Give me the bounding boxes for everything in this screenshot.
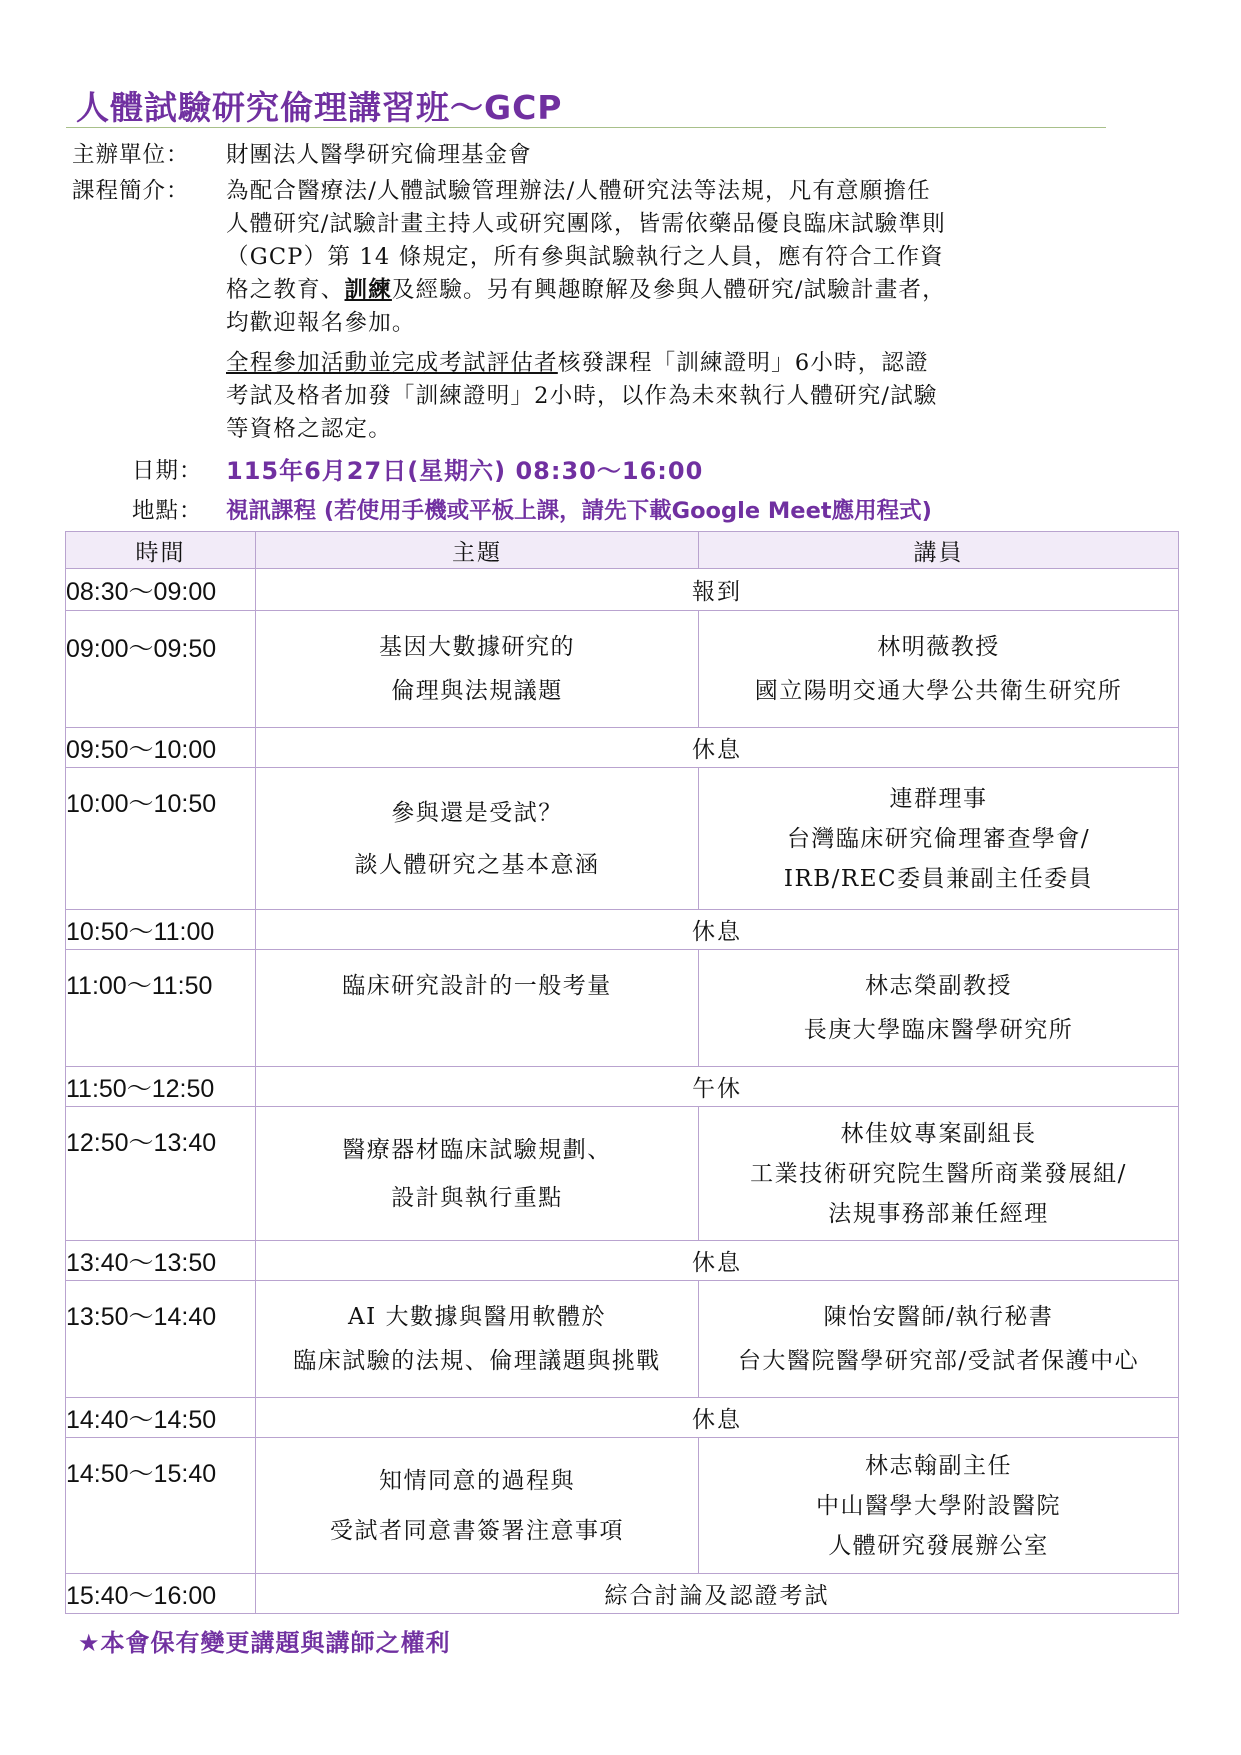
header-speaker: 講員	[699, 532, 1179, 569]
speaker-line: 林明薇教授	[877, 634, 1000, 660]
footnote: ★本會保有變更講題與講師之權利	[78, 1629, 451, 1657]
topic-line: 參與還是受試？	[391, 799, 563, 826]
time-cell: 13:50～14:40	[66, 1281, 256, 1398]
intro-text: 格之教育、	[226, 277, 345, 303]
schedule-table	[65, 531, 1179, 1614]
page-title: 人體試驗研究倫理講習班～GCP	[76, 88, 563, 127]
organizer-label: 主辦單位：	[72, 142, 190, 168]
table-row	[66, 1398, 1179, 1438]
intro-underlined: 全程參加活動並完成考試評估者	[226, 350, 558, 376]
intro-line: 均歡迎報名參加。	[226, 310, 416, 336]
speaker-line: 工業技術研究院生醫所商業發展組/	[750, 1160, 1127, 1187]
topic-cell	[256, 1281, 699, 1398]
speaker-line: 長庚大學臨床醫學研究所	[803, 1017, 1074, 1043]
intro-line: 等資格之認定。	[226, 416, 392, 442]
table-row	[66, 1438, 1179, 1574]
table-row	[66, 768, 1179, 910]
speaker-cell	[699, 950, 1179, 1067]
time-cell: 09:50～10:00	[66, 728, 256, 768]
time-cell: 12:50～13:40	[66, 1107, 256, 1241]
speaker-line: 國立陽明交通大學公共衛生研究所	[754, 678, 1123, 704]
title-divider	[66, 127, 1106, 128]
speaker-line: 連群理事	[889, 785, 988, 812]
speaker-line: IRB/REC委員兼副主任委員	[783, 865, 1094, 892]
time-cell: 15:40～16:00	[66, 1574, 256, 1614]
topic-line: 受試者同意書簽署注意事項	[330, 1517, 624, 1544]
table-row	[66, 569, 1179, 611]
speaker-line: 法規事務部兼任經理	[828, 1200, 1049, 1227]
table-row	[66, 1281, 1179, 1398]
header-time: 時間	[66, 532, 256, 569]
table-row	[66, 910, 1179, 950]
topic-line: 設計與執行重點	[391, 1184, 563, 1211]
topic-line: 醫療器材臨床試驗規劃、	[342, 1136, 612, 1163]
time-cell: 09:00～09:50	[66, 611, 256, 728]
speaker-cell	[699, 768, 1179, 910]
header-topic: 主題	[256, 532, 699, 569]
topic-line: 談人體研究之基本意涵	[354, 851, 600, 878]
time-cell: 11:50～12:50	[66, 1067, 256, 1107]
span-cell: 休息	[256, 728, 1179, 768]
topic-line: 知情同意的過程與	[379, 1467, 575, 1494]
time-cell: 08:30～09:00	[66, 569, 256, 611]
time-cell: 13:40～13:50	[66, 1241, 256, 1281]
table-row	[66, 1067, 1179, 1107]
span-cell: 休息	[256, 910, 1179, 950]
intro-line	[226, 347, 938, 380]
speaker-line: 林佳妏專案副組長	[840, 1120, 1037, 1147]
location-label: 地點：	[132, 498, 203, 524]
time-cell: 14:40～14:50	[66, 1398, 256, 1438]
span-cell: 休息	[256, 1241, 1179, 1281]
speaker-line: 林志翰副主任	[865, 1452, 1012, 1479]
intro-emphasis: 訓練	[344, 277, 392, 303]
speaker-line: 中山醫學大學附設醫院	[816, 1492, 1061, 1519]
topic-cell	[256, 768, 699, 910]
time-cell: 10:00～10:50	[66, 768, 256, 910]
span-cell: 休息	[256, 1398, 1179, 1438]
topic-cell	[256, 1438, 699, 1574]
intro-paragraph-2	[226, 347, 938, 446]
span-cell: 綜合討論及認證考試	[256, 1574, 1179, 1614]
topic-cell	[256, 1107, 699, 1241]
table-row	[66, 1574, 1179, 1614]
speaker-cell	[699, 1107, 1179, 1241]
table-row	[66, 1107, 1179, 1241]
intro-paragraph-1	[226, 175, 946, 340]
table-row	[66, 611, 1179, 728]
date-value: 115年6月27日(星期六) 08:30～16:00	[226, 457, 704, 485]
speaker-line: 人體研究發展辦公室	[828, 1532, 1049, 1559]
intro-text: 核發課程「訓練證明」6小時，認證	[557, 350, 929, 376]
table-row	[66, 728, 1179, 768]
intro-label: 課程簡介：	[72, 178, 190, 204]
intro-text: 及經驗。另有興趣瞭解及參與人體研究/試驗計畫者，	[391, 277, 946, 303]
topic-line: 基因大數據研究的	[379, 634, 575, 660]
time-cell: 14:50～15:40	[66, 1438, 256, 1574]
topic-line: 倫理與法規議題	[391, 678, 563, 704]
speaker-cell	[699, 1281, 1179, 1398]
speaker-cell	[699, 611, 1179, 728]
speaker-line: 陳怡安醫師/執行秘書	[823, 1304, 1054, 1330]
span-cell: 報到	[256, 569, 1179, 611]
table-row	[66, 950, 1179, 1067]
intro-line: （GCP）第 14 條規定，所有參與試驗執行之人員，應有符合工作資	[226, 244, 944, 270]
topic-cell	[256, 950, 699, 1067]
intro-line: 考試及格者加發「訓練證明」2小時，以作為未來執行人體研究/試驗	[226, 383, 938, 409]
table-row	[66, 1241, 1179, 1281]
topic-line: AI 大數據與醫用軟體於	[347, 1304, 606, 1330]
location-value: 視訊課程 (若使用手機或平板上課，請先下載Google Meet應用程式)	[226, 498, 932, 524]
topic-line: 臨床試驗的法規、倫理議題與挑戰	[293, 1348, 661, 1374]
speaker-line: 林志榮副教授	[865, 973, 1012, 999]
speaker-line: 台大醫院醫學研究部/受試者保護中心	[737, 1348, 1140, 1374]
intro-line: 為配合醫療法/人體試驗管理辦法/人體研究法等法規，凡有意願擔任	[226, 178, 931, 204]
table-header-row	[66, 532, 1179, 569]
topic-cell	[256, 611, 699, 728]
time-cell: 11:00～11:50	[66, 950, 256, 1067]
speaker-line: 台灣臨床研究倫理審查學會/	[786, 825, 1091, 852]
time-cell: 10:50～11:00	[66, 910, 256, 950]
intro-line: 人體研究/試驗計畫主持人或研究團隊，皆需依藥品優良臨床試驗準則	[226, 211, 946, 237]
span-cell: 午休	[256, 1067, 1179, 1107]
date-label: 日期：	[132, 458, 203, 484]
speaker-cell	[699, 1438, 1179, 1574]
organizer-value: 財團法人醫學研究倫理基金會	[226, 142, 532, 168]
topic-line: 臨床研究設計的一般考量	[342, 973, 612, 999]
intro-line	[226, 274, 946, 307]
